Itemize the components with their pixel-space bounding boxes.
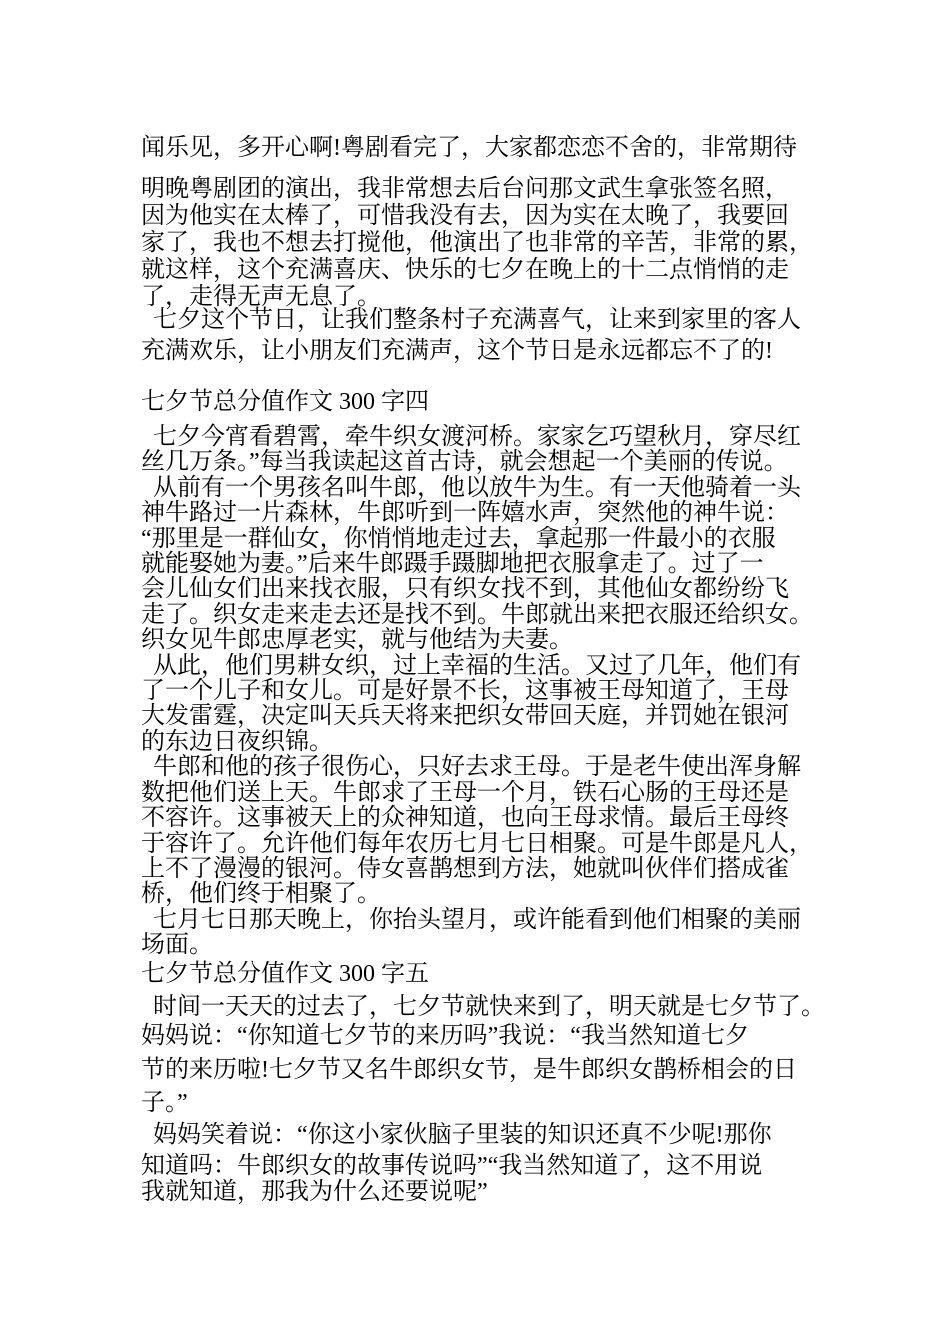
text-line: 子。” (141, 1090, 188, 1116)
text-line: 知道吗：牛郎织女的故事传说吗”“我当然知道了，这不用说 (141, 1153, 763, 1179)
text-line: 上不了漫漫的银河。侍女喜鹊想到方法，她就叫伙伴们搭成雀 (141, 855, 789, 882)
text-line: 从前有一个男孩名叫牛郎，他以放牛为生。有一天他骑着一头 (141, 474, 801, 501)
text-line: 大发雷霆，决定叫天兵天将来把织女带回天庭，并罚她在银河 (141, 703, 789, 730)
text-line: 神牛路过一片森林，牛郎听到一阵嬉水声，突然他的神牛说： (141, 500, 789, 527)
text-line: 了，走得无声无息了。 (141, 284, 381, 310)
text-line: 就能娶她为妻。”后来牛郎蹑手蹑脚地把衣服拿走了。过了一 (141, 551, 764, 578)
essay-4-body (141, 425, 813, 959)
text-line: 七夕节总分值作文 300 字四 (141, 389, 429, 415)
heading-essay-4 (141, 388, 429, 416)
text-line: 牛郎和他的孩子很伤心，只好去求王母。于是老牛使出浑身解 (141, 754, 801, 781)
text-line: 丝几万条。”每当我读起这首古诗，就会想起一个美丽的传说。 (141, 449, 788, 476)
text-line: 就这样，这个充满喜庆、快乐的七夕在晚上的十二点悄悄的走 (141, 257, 789, 283)
text-line: 会儿仙女们出来找衣服，只有织女找不到，其他仙女都纷纷飞 (141, 576, 789, 603)
text-line: 七月七日那天晚上，你抬头望月，或许能看到他们相聚的美丽 (141, 906, 801, 933)
text-line: 节的来历啦!七夕节又名牛郎织女节，是牛郎织女鹊桥相会的日 (141, 1056, 797, 1083)
text-line: 不容许。这事被天上的众神知道，也向王母求情。最后王母终 (141, 805, 789, 832)
text-line: 七夕节总分值作文 300 字五 (141, 961, 429, 987)
text-line: 充满欢乐，让小朋友们充满声，这个节日是永远都忘不了的! (141, 338, 773, 364)
essay-5-intro (141, 994, 825, 1021)
text-line: 桥，他们终于相聚了。 (141, 881, 381, 908)
text-line: 了一个儿子和女儿。可是好景不长，这事被王母知道了，王母 (141, 678, 789, 705)
text-line: “那里是一群仙女，你悄悄地走过去，拿起那一件最小的衣服 (141, 525, 776, 552)
para-fragment-top (141, 135, 797, 162)
essay-5-mother-dialog-1 (141, 1020, 797, 1121)
heading-essay-5 (141, 960, 429, 988)
essay-5-mother-dialog-2 (141, 1122, 772, 1149)
text-line: 因为他实在太棒了，可惜我没有去，因为实在太晚了，我要回 (141, 203, 789, 229)
essay-5-mother-dialog-3 (141, 1154, 762, 1205)
text-line: 妈妈说：“你知道七夕节的来历吗”我说：“我当然知道七夕 (141, 1023, 749, 1049)
para-fragment-opera (141, 176, 813, 311)
para-fragment-festival-joy-1 (141, 307, 801, 334)
text-line: 织女见牛郎忠厚老实，就与他结为夫妻。 (141, 627, 573, 654)
text-line: 妈妈笑着说：“你这小家伙脑子里装的知识还真不少呢!那你 (141, 1122, 772, 1148)
para-fragment-festival-joy-2 (141, 338, 773, 365)
text-line: 七夕这个节日，让我们整条村子充满喜气，让来到家里的客人 (141, 307, 801, 333)
text-line: 从此，他们男耕女织，过上幸福的生活。又过了几年，他们有 (141, 652, 801, 679)
text-line: 明晚粤剧团的演出，我非常想去后台问那文武生拿张签名照， (141, 176, 789, 202)
text-line: 七夕今宵看碧霄，牵牛织女渡河桥。家家乞巧望秋月，穿尽红 (141, 424, 801, 450)
text-line: 的东边日夜织锦。 (141, 728, 333, 755)
text-line: 时间一天天的过去了，七夕节就快来到了，明天就是七夕节了。 (141, 994, 825, 1020)
text-line: 家了，我也不想去打搅他，他演出了也非常的辛苦，非常的累， (141, 230, 813, 256)
text-line: 于容许了。允许他们每年农历七月七日相聚。可是牛郎是凡人， (141, 830, 813, 857)
text-line: 场面。 (141, 932, 213, 959)
text-line: 走了。织女走来走去还是找不到。牛郎就出来把衣服还给织女。 (141, 601, 813, 628)
text-line: 数把他们送上天。牛郎求了王母一个月，铁石心肠的王母还是 (141, 779, 789, 806)
text-line: 我就知道，那我为什么还要说呢” (141, 1178, 488, 1205)
text-line: 闻乐见，多开心啊!粤剧看完了，大家都恋恋不舍的，非常期待 (141, 135, 797, 161)
